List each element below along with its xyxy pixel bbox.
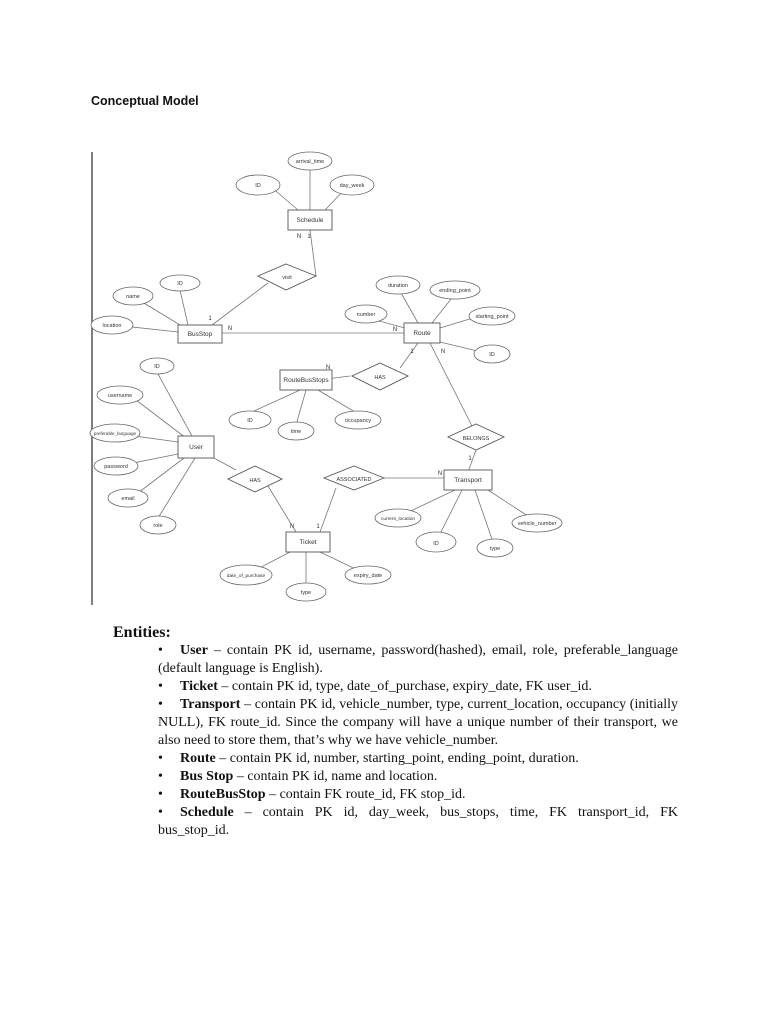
attr-route-ending-point: ending_point [439,288,471,294]
attr-user-email: email [121,496,135,502]
attr-schedule-day-week: day_week [339,183,365,189]
entity-description: – contain PK id, username, password(hashed), email, role, preferable_language (default language is English). [158,643,678,676]
attr-rbs-id: ID [247,418,253,424]
cardinality-schedule-1: 1 [307,234,311,240]
cardinality-route-1: 1 [410,349,414,355]
attr-route-id: ID [489,352,495,358]
entity-label-route: Route [413,330,431,337]
entity-description: – contain PK id, day_week, bus_stops, time, FK transport_id, FK bus_stop_id. [158,805,678,838]
entity-name: Bus Stop [180,769,234,784]
entity-label-ticket: Ticket [299,539,317,546]
entity-name: User [180,643,208,658]
cardinality-ticket-n: N [289,524,295,530]
cardinality-route-n-bottom: N [440,349,446,355]
attr-schedule-id: ID [255,183,261,189]
entity-label-transport: Transport [454,477,482,484]
cardinality-transport-n: N [437,471,443,477]
attr-user-preferable-language: preferable_language [93,431,137,436]
entity-name: Schedule [180,805,234,820]
entity-list [158,642,678,840]
attr-transport-type: type [489,546,501,552]
entity-label-user: User [189,444,203,451]
entity-label-route-bus-stops: RouteBusStops [283,377,329,384]
attr-busstop-location: location [102,323,122,329]
attr-ticket-expiry-date: expiry_date [353,573,383,579]
entity-description: – contain PK id, vehicle_number, type, current_location, occupancy (initially NULL), FK route_id. Since the company will have a unique number of their transport, we also need to store them, that’s why we have vehicle_number. [158,697,678,748]
attr-ticket-type: type [300,590,312,596]
relationship-label-belongs: BELONGS [462,436,490,442]
cardinality-busstop-1: 1 [208,316,212,322]
cardinality-transport-1: 1 [468,456,472,462]
list-item [158,696,678,750]
list-item [158,786,678,804]
attr-busstop-name: name [126,294,140,300]
attr-rbs-time: time [290,429,302,435]
entity-description: – contain PK id, number, starting_point, ending_point, duration. [215,751,579,766]
attr-ticket-date-of-purchase: date_of_purchase [226,574,266,579]
relationship-label-visit: visit [282,275,292,281]
attr-user-role: role [153,523,163,529]
entity-name: Ticket [180,679,218,694]
cardinality-ticket-1: 1 [316,524,320,530]
attr-rbs-occupancy: occupancy [344,418,372,424]
attr-user-username: username [107,393,133,399]
entity-label-bus-stop: BusStop [187,331,213,338]
entity-description: – contain FK route_id, FK stop_id. [265,787,466,802]
cardinality-schedule-n: N [296,234,302,240]
relationship-label-has-ticket: HAS [249,478,261,484]
cardinality-rbs-n: N [325,365,331,371]
entity-name: Transport [180,697,241,712]
attr-transport-id: ID [433,541,439,547]
attr-user-id: ID [154,364,160,370]
attr-busstop-id: ID [177,281,183,287]
entity-name: RouteBusStop [180,787,266,802]
entity-description: – contain PK id, type, date_of_purchase, expiry_date, FK user_id. [217,679,592,694]
entity-name: Route [180,751,216,766]
section-title: Conceptual Model [91,94,199,108]
entity-label-schedule: Schedule [296,217,324,224]
attr-user-password: password [104,464,128,470]
list-item [158,768,678,786]
attr-route-number: number [356,312,376,318]
entity-description: – contain PK id, name and location. [233,769,438,784]
relationship-label-has-route: HAS [374,375,386,381]
cardinality-route-n-left: N [392,327,398,333]
relationship-label-associated: ASSOCIATED [336,477,372,483]
entities-heading: Entities: [113,624,171,641]
attr-schedule-arrival-time: arrival_time [295,159,325,165]
cardinality-busstop-n: N [227,326,233,332]
attr-transport-current-location: current_location [380,517,416,522]
attr-route-duration: duration [388,283,408,289]
attr-route-starting-point: starting_point [475,314,509,320]
list-item [158,804,678,840]
list-item [158,642,678,678]
list-item [158,678,678,696]
attr-transport-vehicle-number: vehicle_number [517,521,557,527]
list-item [158,750,678,768]
